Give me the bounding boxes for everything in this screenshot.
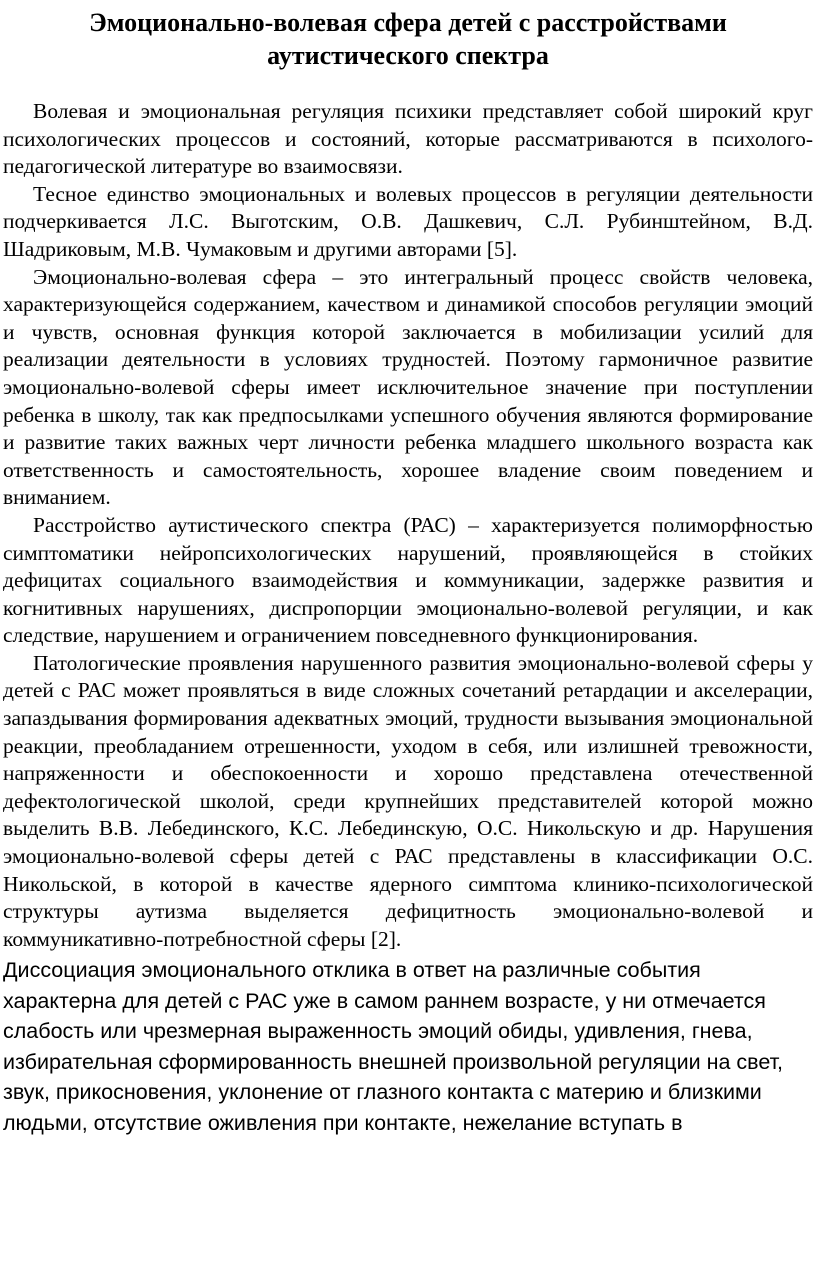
document-title: Эмоционально-волевая сфера детей с расстройствами аутистического спектра — [89, 8, 727, 70]
paragraph-unity-of-processes: Тесное единство эмоциональных и волевых процессов в регуляции деятельности подчеркивается Л.С. Выготским, О.В. Дашкевич, С.Л. Рубинштейном, В.Д. Шадриковым, М.В. Чумаковым и другими авторами [5]. — [3, 181, 813, 261]
paragraph-asd-definition: Расстройство аутистического спектра (РАС) – характеризуется полиморфностью симптоматики нейропсихологических нарушений, проявляющейся в стойких дефицитах социального взаимодействия и коммуникации, задержке развития и когнитивных нарушениях, диспропорции эмоционально-волевой регуляции, и как следствие, нарушением и ограничением повседневного функционирования. — [3, 512, 813, 648]
paragraph-emotional-volitional-sphere: Эмоционально-волевая сфера – это интегральный процесс свойств человека, характеризующейся содержанием, качеством и динамикой способов регуляции эмоций и чувств, основная функция которой заключается в мобилизации усилий для реализации деятельности в условиях трудностей. Поэтому гармоничное развитие эмоционально-волевой сферы имеет исключительное значение при поступлении ребенка в школу, так как предпосылками успешного обучения являются формирование и развитие таких важных черт личности ребенка младшего школьного возраста как ответственность и самостоятельность, хорошее владение своим поведением и вниманием. — [3, 264, 813, 510]
paragraph-pathological-manifestations: Патологические проявления нарушенного развития эмоционально-волевой сферы у детей с РАС может проявляться в виде сложных сочетаний ретардации и акселерации, запаздывания формирования адекватных эмоций, трудности вызывания эмоциональной реакции, преобладанием отрешенности, уходом в себя, или излишней тревожности, напряженности и обеспокоенности и хорошо представлена отечественной дефектологической школой, среди крупнейших представителей которой можно выделить В.В. Лебединского, К.С. Лебединскую, О.С. Никольскую и др. Нарушения эмоционально-волевой сферы детей с РАС представлены в классификации О.С. Никольской, в которой в качестве ядерного симптома клинико-психологической структуры аутизма выделяется дефицитность эмоционально-волевой и коммуникативно-потребностной сферы [2]. — [3, 650, 813, 951]
paragraph-volitional-regulation: Волевая и эмоциональная регуляция психики представляет собой широкий круг психологических процессов и состояний, которые рассматриваются в психолого-педагогической литературе во взаимосвязи. — [3, 99, 813, 179]
paragraph-dissociation: Диссоциация эмоционального отклика в ответ на различные события характерна для детей с РАС уже в самом раннем возрасте, у ни отмечается слабость или чрезмерная выраженность эмоций обиды, удивления, гнева, избирательная сформированность внешней произвольной регуляции на свет, звук, прикосновения, уклонение от глазного контакта с материю и близкими людьми, отсутствие оживления при контакте, нежелание вступать в — [3, 958, 784, 1135]
